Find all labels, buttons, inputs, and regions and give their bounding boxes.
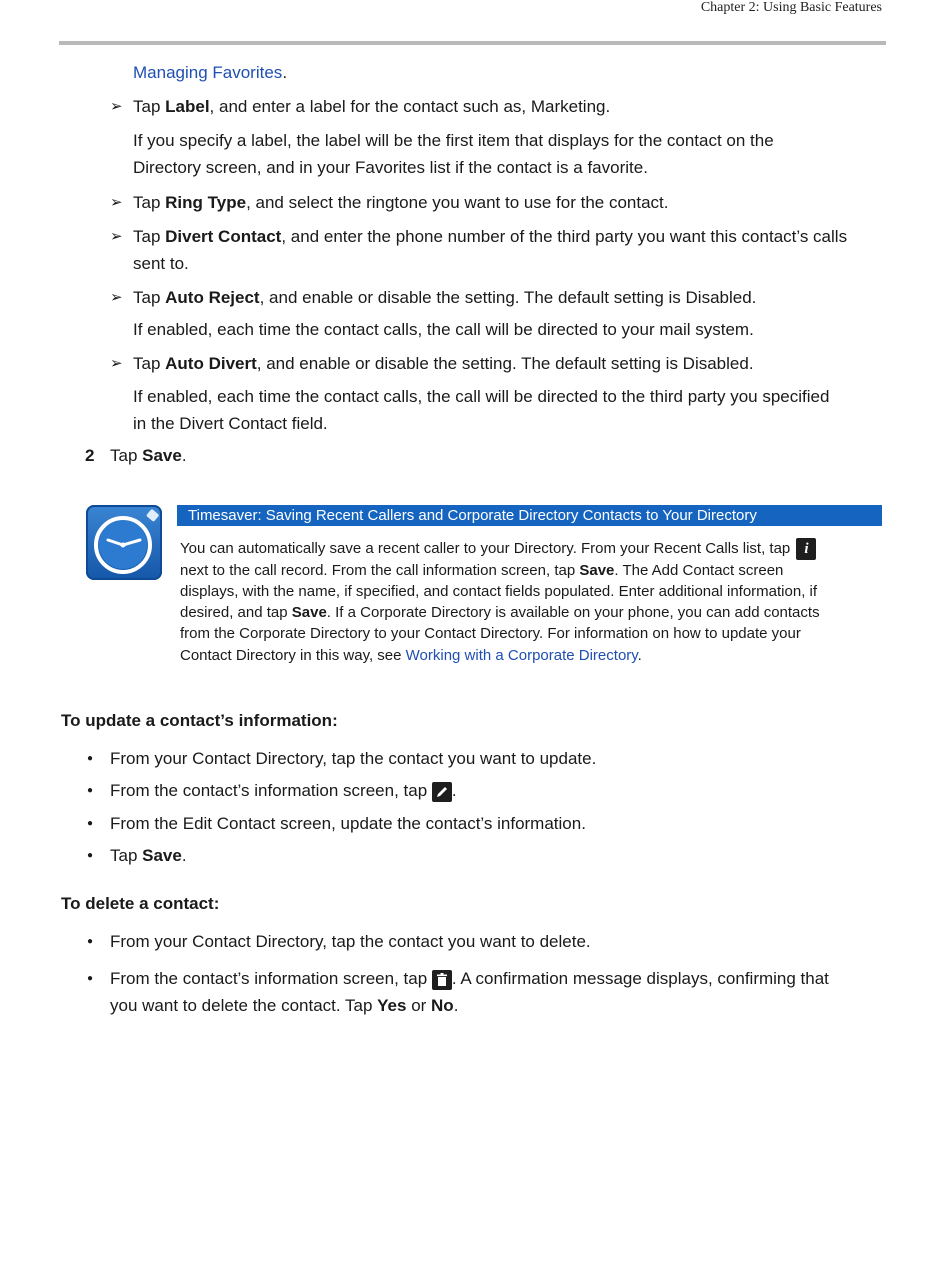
list-item-divert-contact: Tap Divert Contact, and enter the phone number of the third party you want this contact’s calls (133, 227, 848, 246)
bullet-icon: ● (87, 973, 94, 984)
info-icon: i (796, 538, 816, 560)
bullet-icon: ● (87, 850, 94, 861)
trash-icon (432, 970, 452, 990)
list-item-label: Tap Label, and enter a label for the contact such as, Marketing. (133, 97, 611, 116)
timesaver-line-5: from the Corporate Directory to your Contact Directory. For information on how to update your (180, 625, 801, 642)
update-step-1: From your Contact Directory, tap the contact you want to update. (110, 749, 597, 768)
delete-step-1: From your Contact Directory, tap the contact you want to delete. (110, 932, 591, 951)
timesaver-line-1: You can automatically save a recent caller to your Directory. From your Recent Calls list, tap i (180, 538, 816, 560)
managing-favorites-link[interactable]: Managing Favorites (133, 63, 283, 82)
label-explanation-line-1: If you specify a label, the label will be the first item that displays for the contact on the (133, 131, 774, 150)
chapter-header: Chapter 2: Using Basic Features (700, 0, 882, 15)
auto-divert-explanation-line-2: in the Divert Contact field. (133, 414, 328, 433)
bullet-icon: ● (87, 785, 94, 796)
timesaver-line-6: Contact Directory in this way, see Working with a Corporate Directory. (180, 647, 642, 664)
arrow-bullet-icon: ➢ (110, 228, 123, 245)
update-step-2: From the contact’s information screen, tap . (110, 781, 457, 800)
step-number: 2 (85, 446, 95, 465)
edit-pencil-icon (432, 782, 452, 802)
update-contact-heading: To update a contact’s information: (61, 711, 338, 730)
list-item-ring-type: Tap Ring Type, and select the ringtone you want to use for the contact. (133, 193, 669, 212)
update-step-3: From the Edit Contact screen, update the contact’s information. (110, 814, 586, 833)
arrow-bullet-icon: ➢ (110, 98, 123, 115)
delete-step-2: From the contact’s information screen, tap . A confirmation message displays, confirming that (110, 969, 829, 988)
stopwatch-icon (86, 505, 162, 580)
timesaver-line-2: next to the call record. From the call information screen, tap Save. The Add Contact screen (180, 562, 784, 579)
corporate-directory-link[interactable]: Working with a Corporate Directory (405, 647, 638, 664)
bullet-icon: ● (87, 936, 94, 947)
auto-reject-explanation: If enabled, each time the contact calls, the call will be directed to your mail system. (133, 320, 754, 339)
step-save: Tap Save. (110, 446, 187, 465)
label-explanation-line-2: Directory screen, and in your Favorites list if the contact is a favorite. (133, 158, 648, 177)
header-divider (59, 41, 886, 45)
timesaver-line-4: desired, and tap Save. If a Corporate Directory is available on your phone, you can add contacts (180, 604, 820, 621)
delete-step-2-line-2: you want to delete the contact. Tap Yes or No. (110, 996, 459, 1015)
divert-contact-line-2: sent to. (133, 254, 189, 273)
auto-divert-explanation-line-1: If enabled, each time the contact calls, the call will be directed to the third party you specified (133, 387, 830, 406)
bullet-icon: ● (87, 818, 94, 829)
timesaver-title-banner: Timesaver: Saving Recent Callers and Corporate Directory Contacts to Your Directory (177, 505, 882, 526)
list-line-0: Managing Favorites. (133, 63, 288, 82)
arrow-bullet-icon: ➢ (110, 355, 123, 372)
list-item-auto-divert: Tap Auto Divert, and enable or disable the setting. The default setting is Disabled. (133, 354, 754, 373)
list-item-auto-reject: Tap Auto Reject, and enable or disable the setting. The default setting is Disabled. (133, 288, 757, 307)
arrow-bullet-icon: ➢ (110, 289, 123, 306)
timesaver-line-3: displays, with the name, if specified, and contact fields populated. Enter additional information, if (180, 583, 818, 600)
bullet-icon: ● (87, 753, 94, 764)
update-step-4: Tap Save. (110, 846, 187, 865)
delete-contact-heading: To delete a contact: (61, 894, 220, 913)
arrow-bullet-icon: ➢ (110, 194, 123, 211)
